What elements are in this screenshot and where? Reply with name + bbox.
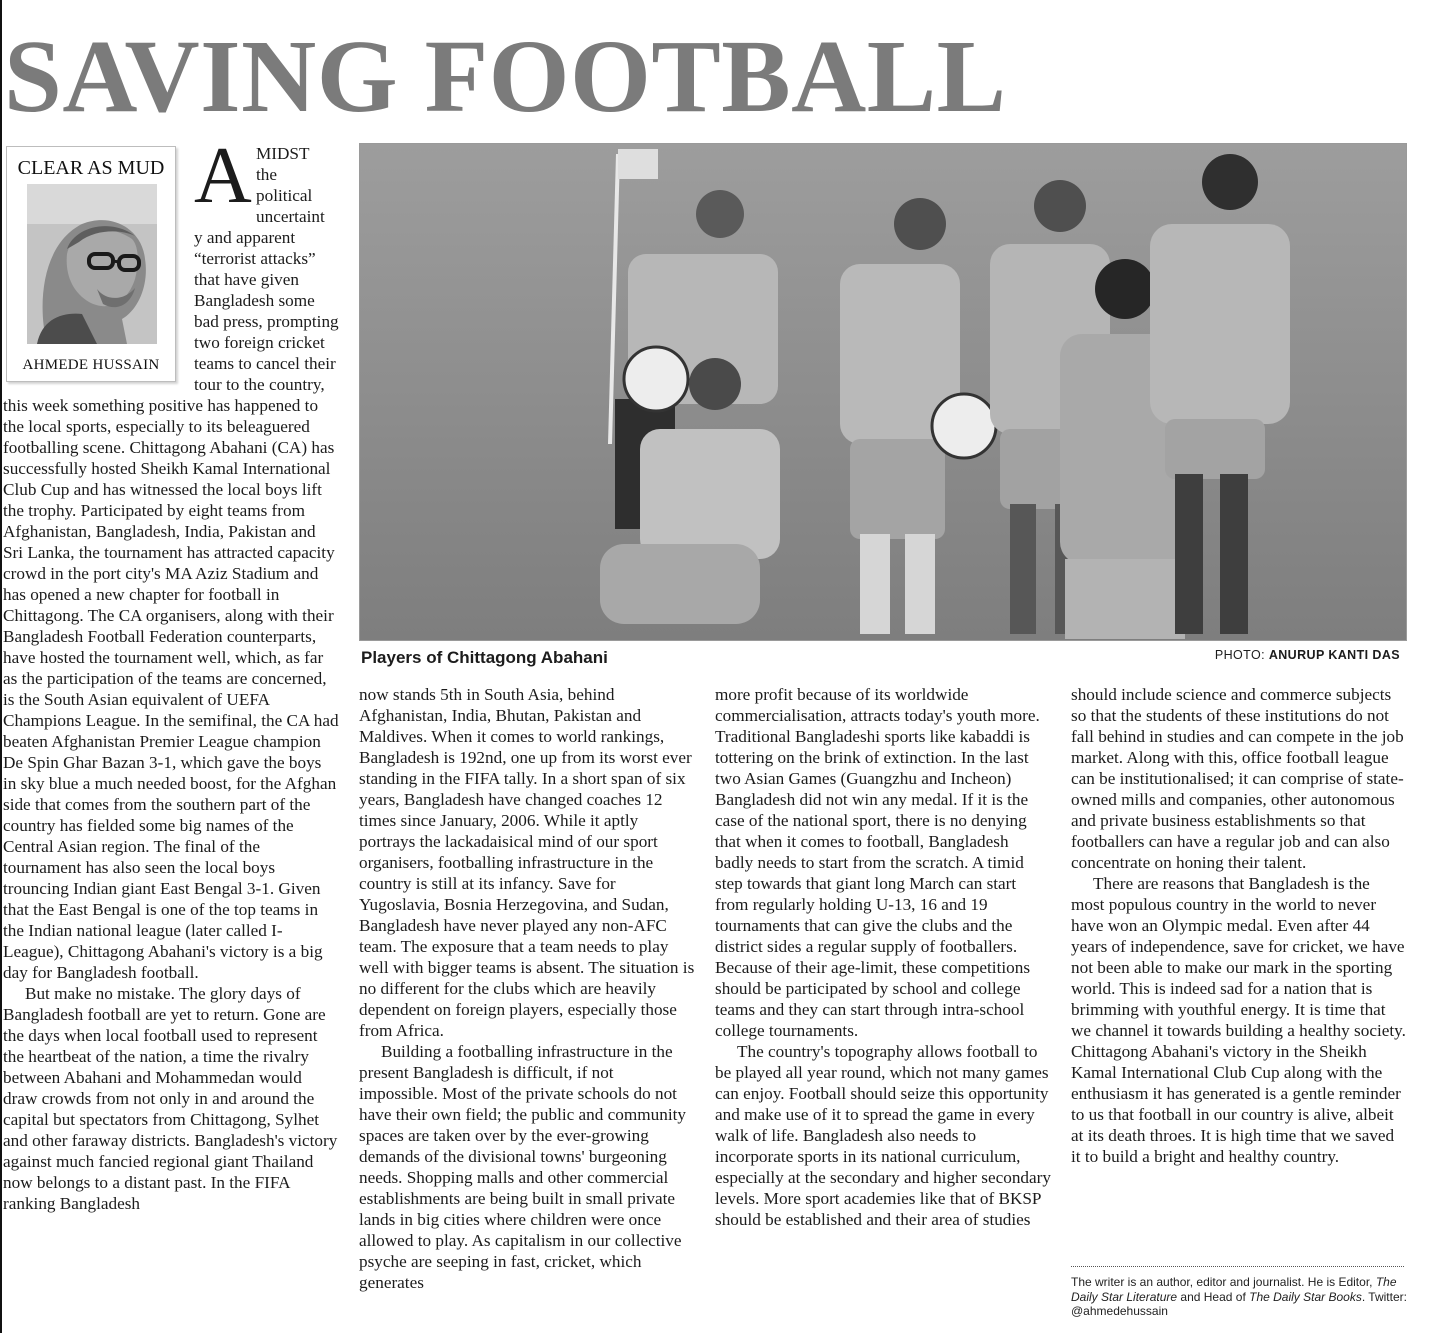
column-3-paragraph-1: more profit because of its worldwide commercialisation, attracts today's youth more. Traditional Bangladeshi sports like kabaddi is tottering on the brink of extinction. In the last two Asian Games (Guangzhu and Incheon) Bangladesh did not win any medal. If it is the case of the national sport, there is no denying that when it comes to football, Bangladesh badly needs to start from the scratch. A timid step towards that giant long March can start from regularly holding U-13, 16 and 19 tournaments that can give the clubs and the district sides a regular supply of footballers. Because of their age-limit, these competitions should be participated by school and college teams and they can start through intra-school college tournaments. xyxy=(715,685,1040,1040)
column-3 xyxy=(715,684,1051,1326)
columnist-box xyxy=(6,146,176,382)
drop-cap-line: MIDST xyxy=(256,144,310,163)
photo-credit-name: ANURUP KANTI DAS xyxy=(1268,648,1400,662)
footnote-publication-books: The Daily Star Books xyxy=(1249,1289,1362,1304)
column-2-paragraph-1: now stands 5th in South Asia, behind Afghanistan, India, Bhutan, Pakistan and Maldives. When it comes to world rankings, Bangladesh is 192nd, one up from its worst ever standing in the FIFA tally. In a short span of six years, Bangladesh have changed coaches 12 times since January, 2006. While it aptly portrays the lackadaisical mind of our sport organisers, footballing infrastructure in the country is still at its infancy. Save for Yugoslavia, Bosnia Herzegovina, and Sudan, Bangladesh have never played any non-AFC team. The exposure that a team needs to play well with bigger teams is absent. The situation is no different for the clubs which are heavily dependent on foreign players, especially those from Africa. xyxy=(359,685,695,1040)
column-1-narrow xyxy=(194,227,341,395)
column-1-paragraph-2: But make no mistake. The glory days of Bangladesh football are yet to return. Gone are the days when local football used to represent the heartbeat of the nation, a time the rivalry between Abahani and Mohammedan would draw crowds from not only in and around the capital but spectators from Chittagong, Sylhet and other faraway districts. Bangladesh's victory against much fancied regional giant Thailand now belongs to a distant past. In the FIFA ranking Bangladesh xyxy=(3,984,338,1213)
photo-credit-label: PHOTO: xyxy=(1214,648,1265,662)
footnote-rule xyxy=(1071,1266,1404,1267)
author-portrait-image xyxy=(27,184,157,344)
footnote-lead: The writer is an author, editor and journalist. He is Editor, xyxy=(1071,1275,1373,1289)
drop-cap-line: the xyxy=(256,165,277,184)
author-portrait xyxy=(27,184,157,344)
photo-credit xyxy=(1215,648,1400,662)
column-1 xyxy=(3,395,339,1325)
drop-cap: A xyxy=(194,132,252,220)
column-1-text-part-b: this week something positive has happened to the local sports, especially to its beleaguered footballing scene. Chittagong Abahani (CA) has successfully hosted Sheikh Kamal International Club Cup and has witnessed the local boys lift the trophy. Participated by eight teams from Afghanistan, Bangladesh, India, Pakistan and Sri Lanka, the tournament has attracted capacity crowd in the port city's MA Aziz Stadium and has opened a new chapter for football in Chittagong. The CA organisers, along with their Bangladesh Football Federation counterparts, have hosted the tournament well, which, as far as the participation of the teams are concerned, is the South Asian equivalent of UEFA Champions League. In the semifinal, the CA had beaten Afghanistan Premier League champion De Spin Ghar Bazan 3-1, which gave the boys in sky blue a much needed boost, for the Afghan side that comes from the southern part of the country has fielded some big names of the Central Asian region. The final of the tournament has also seen the local boys trouncing Indian giant East Bengal 3-1. Given that the East Bengal is one of the top teams in the Indian national league (later called I-League), Chittagong Abahani's victory is a big day for Bangladesh football. xyxy=(3,396,339,982)
footnote-mid: and Head of xyxy=(1180,1289,1246,1304)
footnote-publication-literature: The Daily Star Literature xyxy=(1071,1275,1397,1304)
column-4 xyxy=(1071,684,1407,1259)
team-photo xyxy=(359,143,1407,641)
column-4-paragraph-2: There are reasons that Bangladesh is the most populous country in the world to never have won an Olympic medal. Even after 44 years of independence, save for cricket, we have not been able to make our mark in the sporting world. This is indeed sad for a nation that is brimming with youthful energy. It is time that we channel it towards building a healthy society. Chittagong Abahani's victory in the Sheikh Kamal International Club Cup along with the enthusiasm it has generated is a gentle reminder to us that football in our country is alive, albeit at its death throes. It is high time that we saved it to build a bright and healthy country. xyxy=(1071,874,1406,1166)
column-1-flow xyxy=(3,395,339,1214)
drop-cap-line: uncertaint xyxy=(256,207,325,226)
column-4-paragraph-1: should include science and commerce subjects so that the students of these institutions do not fall behind in studies and can compete in the job market. Along with this, office football league can be institutionalised; it can comprise of state-owned mills and companies, other autonomous and private business establishments so that footballers can have a regular job and can also concentrate on honing their talent. xyxy=(1071,685,1404,872)
headline: SAVING FOOTBALL xyxy=(4,19,1007,134)
column-2 xyxy=(359,684,695,1326)
footnote-twitter: . Twitter: @ahmedehussain xyxy=(1071,1289,1407,1318)
drop-cap-line: political xyxy=(256,186,313,205)
page-left-rule xyxy=(0,0,2,1333)
column-name: CLEAR AS MUD xyxy=(17,157,165,179)
author-name: AHMEDE HUSSAIN xyxy=(22,357,160,373)
column-1-text-part-a: y and apparent “terrorist attacks” that have given Bangladesh some bad press, prompting two foreign cricket teams to cancel their tour to the country, xyxy=(194,228,339,394)
column-3-paragraph-2: The country's topography allows football to be played all year round, which not many games can enjoy. Football should seize this opportunity and make use of it to spread the game in every walk of life. Bangladesh also needs to incorporate sports in its national curriculum, especially at the secondary and higher secondary levels. More sport academies like that of BKSP should be established and their area of studies xyxy=(715,1042,1051,1229)
column-2-paragraph-2: Building a footballing infrastructure in the present Bangladesh is difficult, if not impossible. Most of the private schools do not have their own field; the public and community spaces are taken over by the ever-growing demands of the divisional towns' burgeoning needs. Shopping malls and other commercial establishments are being built in small private lands in big cities where children were once allowed to play. As capitalism in our collective psyche are seeping in fast, cricket, which generates xyxy=(359,1042,686,1292)
team-photo-image xyxy=(360,144,1406,640)
drop-cap-lines xyxy=(256,143,346,227)
author-footnote xyxy=(1071,1275,1416,1319)
photo-caption: Players of Chittagong Abahani xyxy=(361,648,608,667)
